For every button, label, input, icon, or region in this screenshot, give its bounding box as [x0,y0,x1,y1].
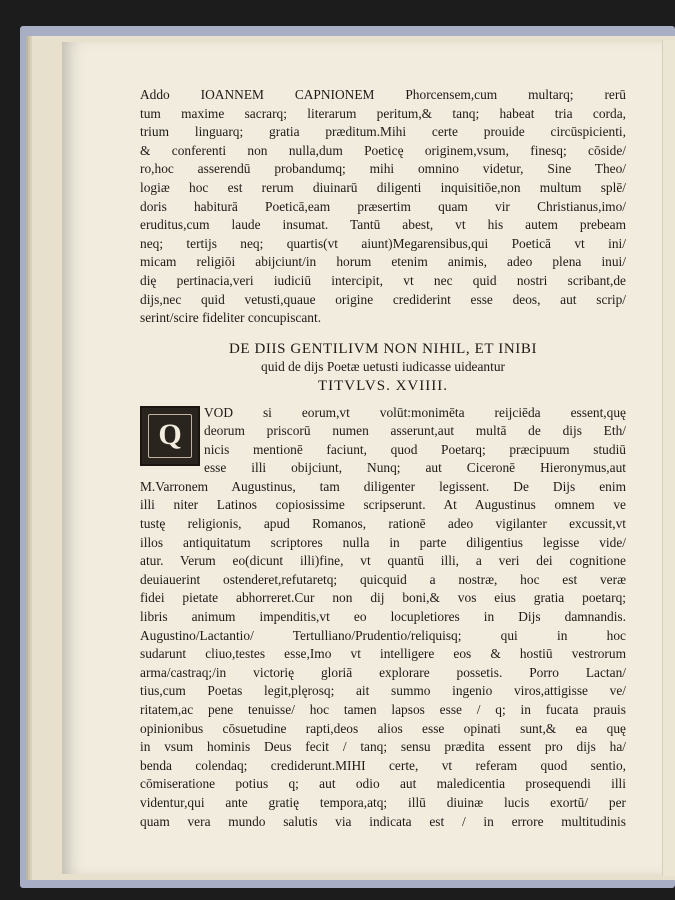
heading-line-2: quid de dijs Poetæ uetusti iudicasse uideantur [261,359,505,375]
text-line: Augustino/Lactantio/ Tertulliano/Prudentio/reliquisq; qui in hoc [140,627,626,643]
text-line: libris animum impenditis,vt eo locupletiores in Dijs damnandis. [140,609,626,625]
text-line: logiæ hoc est rerum diuinarū diligenti inquisitiōe,non multum splē/ [140,179,626,195]
paragraph-2 [140,404,626,832]
initial-letter: Q [148,414,192,458]
text-line: dijs,nec quid vetusti,quaue origine crediderint esse deos, aut scrip/ [140,291,626,307]
paragraph-1 [140,86,626,328]
heading-line-3: TITVLVS. XVIIII. [317,377,448,394]
text-line: Addo IOANNEM CAPNIONEM Phorcensem,cum multarq; rerū [140,87,626,102]
text-line: tius,cum Poetas legit,plęrosq; ait summo ingenio viros,attigisse ve/ [140,683,626,699]
text-line: cōmiseratione potius q; aut odio aut maledicentia prosequendi illi [140,776,626,792]
text-line: deorum priscorū numen asserunt,aut multā de dijs Eth/ [204,423,626,439]
text-line: videntur,qui ante gratię tempora,atq; illū diuinæ lucis exortū/ per [140,794,626,810]
text-line: fidei pietate abhorreret.Cur non dij boni,& vos eius gratia poetarq; [140,590,626,606]
facing-page-edge [662,40,675,876]
text-line: ro,hoc asserendū probandumq; mihi omnino videtur, Sine Theo/ [140,161,626,177]
text-line: deuiauerint ostenderet,refutaretq; quicquid a nostræ, hoc est veræ [140,571,626,587]
text-line: micam religiōi abijciunt/in horum etenim animis, adeo plena inui/ [140,254,626,270]
text-line: M.Varronem Augustinus, tam diligenter legissent. De Dijs enim [140,478,626,494]
indented-lines [140,404,626,478]
text-line: illi niter Latinos copiosissime scripserunt. At Augustinus omnem ve [140,497,626,513]
text-line: benda colendaq; crediderunt.MIHI certe, vt referam quod sentio, [140,757,626,773]
text-line: esse illi obijciunt, Nunq; aut Ciceronē Hieronymus,aut [204,460,626,476]
text-line: serint/scire fideliter concupiscant. [140,310,322,326]
section-heading [140,340,626,396]
text-line: dię pertinacia,veri iudiciū intercipit, vt nec quid nostri scribant,de [140,272,626,288]
text-line: quam vera mundo salutis via indicata est / in errore multitudinis [140,813,626,829]
heading-line-1: DE DIIS GENTILIVM NON NIHIL, ET INIBI [228,340,538,357]
text-line: & conferenti non nulla,dum Poeticę originem,vsum, finesq; cōside/ [140,142,626,158]
text-line: tustę religionis, apud Romanos, rationē adeo vigilanter excussit,vt [140,516,626,532]
text-line: neq; tertijs neq; quartis(vt aiunt)Megarensibus,qui Poeticā vt ini/ [140,235,626,251]
text-line: tum maxime sacrarq; literarum peritum,& tanq; habeat tria corda, [140,105,626,121]
text-line: in vsum hominis Deus fecit / tanq; sensu prædita essent pro dijs ha/ [140,739,626,755]
page-text [140,86,626,831]
text-line: sudarunt cliuo,testes esse,Imo vt intelligere eos & hostiū vestrorum [140,646,626,662]
text-line: trium linguarq; gratia præditum.Mihi certe prouide circūspicienti, [140,124,626,140]
text-line: opinionibus cōsuetudine rapti,deos alios esse opinati sunt,& ea quę [140,720,626,736]
text-line: atur. Verum eo(dicunt illi)fine, vt quantū illi, a veri dei cognitione [140,553,626,569]
text-line: illos antiquitatum scriptores nulla in parte diligentius legisse vide/ [140,534,626,550]
text-line: VOD si eorum,vt volūt:monimēta reijciēda essent,quę [204,404,626,420]
text-line: nicis mentionē faciunt, quod Poetarq; præcipuum studiū [204,441,626,457]
text-line: arma/castraq;/in victorię gloriā explorare possetis. Porro Lactan/ [140,664,626,680]
text-line: ritatem,ac pene tenuisse/ hoc tamen lapsos esse / q; in fucata prauis [140,702,626,717]
text-line: doris habiturā Poeticā,eam præsertim quam vir Christianus,imo/ [140,198,626,214]
text-line: eruditus,cum laude insumat. Tantū abest, vt his autem prebeam [140,217,626,233]
decorated-initial-icon [140,406,200,466]
